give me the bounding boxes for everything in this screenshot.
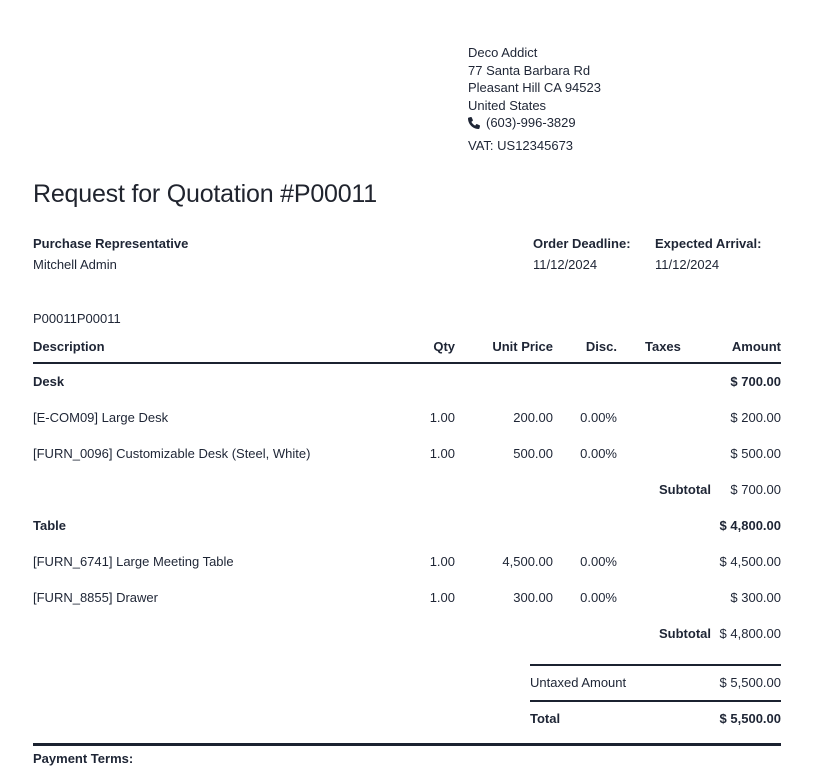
- untaxed-amount-row: [530, 664, 781, 700]
- line-qty: 1.00: [429, 590, 455, 605]
- line-disc: 0.00%: [580, 554, 617, 569]
- section-name: Table: [33, 518, 66, 533]
- subtotal-label: Subtotal: [659, 482, 711, 497]
- company-name: Deco Addict: [468, 45, 538, 60]
- table-header-row: [33, 339, 781, 363]
- line-unit-price: 4,500.00: [502, 554, 553, 569]
- footer-divider: [33, 743, 781, 746]
- line-amount: $ 4,500.00: [719, 554, 781, 569]
- line-unit-price: 200.00: [513, 410, 553, 425]
- purchase-representative-label: Purchase Representative: [33, 236, 189, 251]
- payment-terms-label: Payment Terms:: [33, 751, 134, 766]
- company-phone-line: [468, 114, 781, 132]
- total-value: $ 5,500.00: [719, 711, 781, 726]
- line-disc: 0.00%: [580, 446, 617, 461]
- rfq-document: [33, 0, 781, 766]
- line-taxes: [617, 400, 711, 436]
- order-info-row: [33, 236, 781, 282]
- col-header-description: Description: [33, 339, 395, 363]
- col-header-taxes: Taxes: [617, 339, 711, 363]
- company-country: United States: [468, 97, 547, 113]
- line-taxes: [617, 580, 711, 616]
- col-header-disc: Disc.: [553, 339, 617, 363]
- table-row-product: [33, 436, 781, 472]
- expected-arrival-label: Expected Arrival:: [655, 236, 762, 251]
- untaxed-amount-label: Untaxed Amount: [530, 675, 627, 690]
- subtotal-label: Subtotal: [659, 626, 711, 641]
- line-amount: $ 200.00: [730, 410, 781, 425]
- purchase-representative-block: [33, 236, 188, 272]
- line-disc: 0.00%: [580, 410, 617, 425]
- line-description: [E-COM09] Large Desk: [33, 410, 169, 425]
- company-address-block: [468, 44, 781, 154]
- table-row-product: [33, 400, 781, 436]
- line-qty: 1.00: [429, 410, 455, 425]
- company-city: Pleasant Hill CA 94523: [468, 80, 601, 95]
- order-deadline-block: [533, 236, 631, 272]
- line-taxes: [617, 544, 711, 580]
- company-vat: VAT: US12345673: [468, 137, 574, 153]
- col-header-qty: Qty: [395, 339, 455, 363]
- table-row-subtotal: [33, 472, 781, 508]
- order-reference: P00011P00011: [33, 311, 121, 326]
- line-description: [FURN_6741] Large Meeting Table: [33, 554, 234, 569]
- subtotal-amount: $ 700.00: [730, 482, 781, 497]
- col-header-amount: Amount: [711, 339, 781, 363]
- page-title: Request for Quotation #P00011: [33, 180, 377, 208]
- company-phone: (603)-996-3829: [486, 115, 576, 130]
- table-row-product: [33, 580, 781, 616]
- order-deadline-label: Order Deadline:: [533, 236, 631, 251]
- total-label: Total: [530, 711, 561, 726]
- subtotal-amount: $ 4,800.00: [719, 626, 781, 641]
- line-description: [FURN_8855] Drawer: [33, 590, 158, 605]
- table-row-product: [33, 544, 781, 580]
- section-name: Desk: [33, 374, 65, 389]
- line-unit-price: 500.00: [513, 446, 553, 461]
- order-deadline-value: 11/12/2024: [533, 257, 598, 272]
- purchase-representative-value: Mitchell Admin: [33, 257, 117, 272]
- line-amount: $ 500.00: [730, 446, 781, 461]
- line-disc: 0.00%: [580, 590, 617, 605]
- line-qty: 1.00: [429, 446, 455, 461]
- phone-icon: [468, 117, 480, 129]
- expected-arrival-value: 11/12/2024: [655, 257, 720, 272]
- section-amount: $ 4,800.00: [719, 518, 781, 533]
- line-taxes: [617, 436, 711, 472]
- section-amount: $ 700.00: [730, 374, 781, 389]
- totals-block: [530, 664, 781, 736]
- table-row-section-desk: [33, 363, 781, 400]
- line-qty: 1.00: [429, 554, 455, 569]
- expected-arrival-block: [655, 236, 761, 272]
- line-description: [FURN_0096] Customizable Desk (Steel, White): [33, 446, 311, 461]
- untaxed-amount-value: $ 5,500.00: [719, 675, 781, 690]
- order-lines-table: [33, 339, 781, 652]
- table-row-subtotal: [33, 616, 781, 652]
- line-amount: $ 300.00: [730, 590, 781, 605]
- line-unit-price: 300.00: [513, 590, 553, 605]
- total-row: [530, 700, 781, 736]
- company-street: 77 Santa Barbara Rd: [468, 62, 591, 78]
- col-header-unit-price: Unit Price: [455, 339, 553, 363]
- table-row-section-table: [33, 508, 781, 544]
